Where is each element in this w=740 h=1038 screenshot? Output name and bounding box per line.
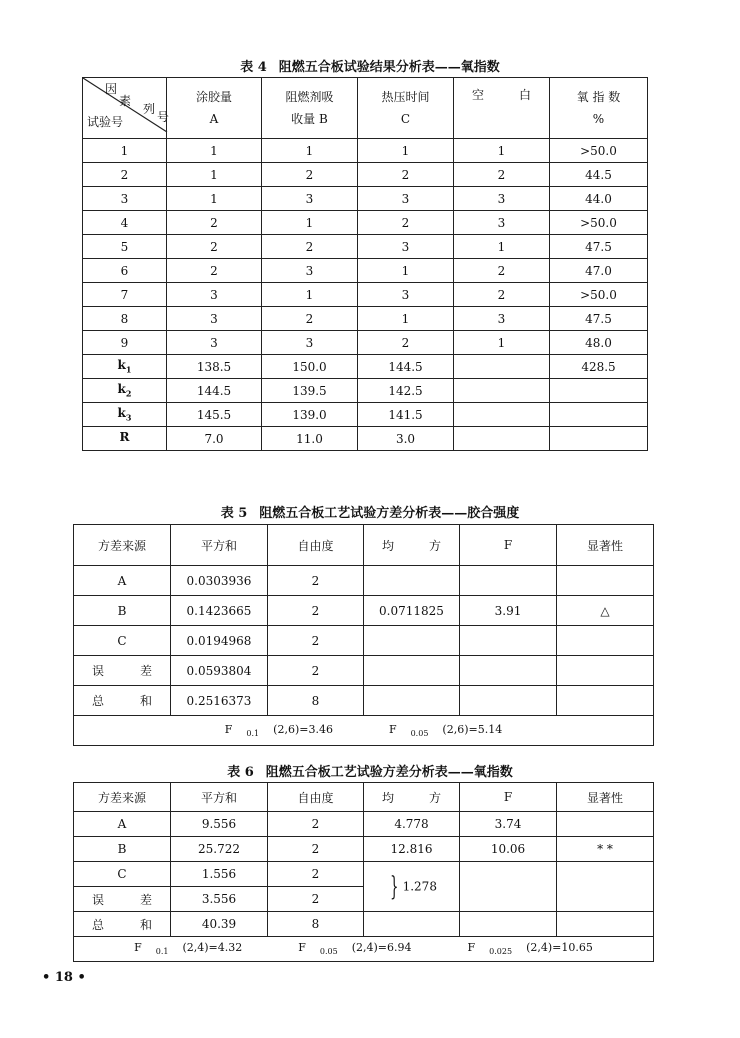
table-cell: 1 (454, 139, 550, 163)
table-row (74, 596, 654, 626)
table-row (74, 566, 654, 596)
table-cell: 138.5 (167, 355, 262, 379)
ss-cell: 40.39 (171, 912, 268, 937)
table-cell: 145.5 (167, 403, 262, 427)
table-row (74, 812, 654, 837)
ss-cell: 0.0303936 (171, 566, 268, 596)
sig-cell (557, 686, 654, 716)
summary-label (83, 403, 167, 427)
source-char: 误 (92, 892, 105, 907)
header-line: 收量 B (291, 112, 328, 126)
sig-cell (557, 656, 654, 686)
table-cell: 3 (167, 307, 262, 331)
df-cell: 2 (268, 656, 364, 686)
table-cell: 2 (454, 163, 550, 187)
header-f: F (460, 525, 557, 566)
table-cell (454, 379, 550, 403)
sig-cell: △ (557, 596, 654, 626)
table5-header-row (74, 525, 654, 566)
ms-cell (364, 626, 460, 656)
table-row (83, 187, 648, 211)
header-char: 方 (428, 790, 441, 805)
table-cell (454, 403, 550, 427)
table-cell: 44.0 (550, 187, 648, 211)
critical-value-level: 0.05 (410, 729, 429, 739)
table4-body (83, 139, 648, 451)
ss-cell: 0.0194968 (171, 626, 268, 656)
ss-cell: 9.556 (171, 812, 268, 837)
table-row (74, 686, 654, 716)
ss-cell: 1.556 (171, 862, 268, 887)
header-line: 涂胶量 (195, 90, 232, 104)
trial-number-cell: 1 (83, 139, 167, 163)
table6-header-row (74, 783, 654, 812)
ms-cell (364, 566, 460, 596)
critical-value-expression: (2,6)=5.14 (442, 722, 503, 736)
header-char: 白 (518, 88, 531, 102)
critical-value (284, 941, 425, 957)
table4-header-oxygen (550, 78, 648, 139)
header-df: 自由度 (268, 783, 364, 812)
table-cell: 141.5 (358, 403, 454, 427)
table-cell: 3 (358, 187, 454, 211)
df-cell: 8 (268, 686, 364, 716)
corner-label: 因 (105, 82, 118, 96)
summary-row (83, 427, 648, 451)
table-cell: 2 (358, 211, 454, 235)
table-row (83, 283, 648, 307)
critical-value-expression: (2,6)=3.46 (273, 722, 333, 736)
header-mean-square (364, 525, 460, 566)
page-number: • 18 • (42, 970, 86, 985)
header-char: 均 (382, 538, 395, 553)
critical-value-symbol: F (224, 722, 233, 736)
header-char: 均 (382, 790, 395, 805)
summary-label-base: R (119, 430, 130, 445)
table-row (83, 331, 648, 355)
df-cell: 2 (268, 837, 364, 862)
critical-value-expression: (2,4)=4.32 (182, 941, 243, 955)
table-cell: 1 (454, 331, 550, 355)
trial-number-cell: 7 (83, 283, 167, 307)
table6-body (74, 812, 654, 937)
table-row (74, 862, 654, 887)
table-cell (454, 355, 550, 379)
table-cell: 2 (262, 163, 358, 187)
header-char: 方 (428, 538, 441, 553)
source-char: 和 (139, 694, 152, 708)
trial-number-cell: 9 (83, 331, 167, 355)
ms-cell (364, 912, 460, 937)
f-cell: 10.06 (460, 837, 557, 862)
summary-label-base: k (117, 358, 126, 373)
trial-number-cell: 4 (83, 211, 167, 235)
source-char: 差 (139, 664, 152, 678)
critical-value (375, 722, 516, 739)
table-cell: 7.0 (167, 427, 262, 451)
f-cell (460, 656, 557, 686)
table-cell: 2 (454, 259, 550, 283)
trial-number-cell: 5 (83, 235, 167, 259)
table-cell: 3 (358, 283, 454, 307)
table-row (74, 912, 654, 937)
header-sum-squares: 平方和 (171, 525, 268, 566)
table-cell: 2 (262, 235, 358, 259)
table-cell: 44.5 (550, 163, 648, 187)
table-cell: 2 (167, 259, 262, 283)
table-cell: 144.5 (358, 355, 454, 379)
df-cell: 2 (268, 596, 364, 626)
table-row (83, 211, 648, 235)
table-cell: 2 (167, 235, 262, 259)
table-cell: 3 (262, 259, 358, 283)
f-cell (460, 862, 557, 912)
summary-label-base: k (117, 406, 126, 421)
source-char: 误 (92, 664, 105, 678)
header-sum-squares: 平方和 (171, 783, 268, 812)
table5-body (74, 566, 654, 716)
table4-header-blank (454, 78, 550, 139)
table-cell: 1 (262, 139, 358, 163)
table6-caption (0, 761, 740, 780)
ms-cell (364, 686, 460, 716)
table-cell: 11.0 (262, 427, 358, 451)
table-cell (550, 403, 648, 427)
ms-cell: 12.816 (364, 837, 460, 862)
table-row (83, 307, 648, 331)
table-cell: 47.0 (550, 259, 648, 283)
source-cell (74, 686, 171, 716)
critical-value-symbol: F (388, 722, 397, 736)
source-cell: B (74, 837, 171, 862)
table5-caption-number: 表 5 (220, 506, 248, 521)
sig-cell (557, 812, 654, 837)
source-char: 和 (139, 917, 152, 932)
table-cell: 144.5 (167, 379, 262, 403)
table-cell: 47.5 (550, 307, 648, 331)
header-source: 方差来源 (74, 525, 171, 566)
critical-value-level: 0.1 (246, 729, 260, 739)
summary-label-sub: 1 (125, 364, 132, 375)
header-line: 热压时间 (381, 90, 430, 104)
table-cell: 2 (358, 163, 454, 187)
table4-header-b (262, 78, 358, 139)
table-cell: 2 (454, 283, 550, 307)
summary-label (83, 427, 167, 451)
table-cell: 3 (454, 307, 550, 331)
table-cell: 3 (454, 211, 550, 235)
source-char: 差 (139, 892, 152, 907)
f-cell (460, 912, 557, 937)
table-cell: 1 (262, 211, 358, 235)
table-cell: 1 (167, 187, 262, 211)
df-cell: 2 (268, 887, 364, 912)
table-cell: 150.0 (262, 355, 358, 379)
header-significance: 显著性 (557, 783, 654, 812)
table-cell (550, 379, 648, 403)
table-row (74, 837, 654, 862)
table-row (74, 656, 654, 686)
header-char: 空 (472, 88, 485, 102)
table-cell: 3 (358, 235, 454, 259)
table-row (83, 235, 648, 259)
table-cell: 142.5 (358, 379, 454, 403)
table-cell: 428.5 (550, 355, 648, 379)
table-cell: 1 (454, 235, 550, 259)
table-row (83, 139, 648, 163)
corner-label: 列 (143, 102, 156, 116)
table-cell: 3 (167, 283, 262, 307)
table-cell: 3 (262, 331, 358, 355)
header-source: 方差来源 (74, 783, 171, 812)
table6-footnote (74, 937, 654, 962)
table-row (83, 259, 648, 283)
f-cell (460, 566, 557, 596)
critical-value (211, 722, 347, 739)
table4-caption (0, 56, 740, 75)
trial-number-cell: 2 (83, 163, 167, 187)
source-cell: C (74, 862, 171, 887)
table5 (73, 524, 654, 746)
summary-row (83, 355, 648, 379)
header-line: 阻燃剂吸 (285, 90, 334, 104)
merged-ms-cell (364, 862, 460, 912)
df-cell: 2 (268, 812, 364, 837)
sig-cell (557, 912, 654, 937)
table6-footnote-row (74, 937, 654, 962)
sig-cell (557, 862, 654, 912)
f-cell (460, 626, 557, 656)
table-cell: 3.0 (358, 427, 454, 451)
table-cell: 1 (358, 307, 454, 331)
header-df: 自由度 (268, 525, 364, 566)
source-cell: B (74, 596, 171, 626)
table-cell: 48.0 (550, 331, 648, 355)
table-cell: 2 (358, 331, 454, 355)
header-line: C (400, 112, 411, 126)
df-cell: 2 (268, 566, 364, 596)
table5-footnote (74, 716, 654, 746)
summary-label-base: k (117, 382, 126, 397)
df-cell: 2 (268, 626, 364, 656)
table5-caption-title: 阻燃五合板工艺试验方差分析表——胶合强度 (259, 506, 520, 521)
table5-footnote-row (74, 716, 654, 746)
header-f: F (460, 783, 557, 812)
table-cell: 139.5 (262, 379, 358, 403)
ss-cell: 0.2516373 (171, 686, 268, 716)
corner-label: 试验号 (87, 115, 124, 129)
critical-value-symbol: F (134, 941, 142, 955)
summary-label-sub: 2 (125, 388, 132, 399)
ms-cell (364, 656, 460, 686)
critical-value-symbol: F (298, 941, 306, 955)
table4-header-c (358, 78, 454, 139)
table6-caption-title: 阻燃五合板工艺试验方差分析表——氧指数 (265, 765, 513, 780)
sig-cell (557, 626, 654, 656)
table-cell: 2 (262, 307, 358, 331)
table5-caption (0, 502, 740, 521)
table-cell: 1 (262, 283, 358, 307)
ms-cell: 0.0711825 (364, 596, 460, 626)
table-cell: >50.0 (550, 211, 648, 235)
header-line: 氧 指 数 (576, 90, 621, 104)
corner-label: 素 (119, 94, 132, 108)
brace-icon: } (390, 871, 399, 902)
source-char: 总 (92, 917, 105, 932)
merged-ms-value: 1.278 (402, 879, 437, 893)
header-significance: 显著性 (557, 525, 654, 566)
ss-cell: 0.0593804 (171, 656, 268, 686)
summary-row (83, 403, 648, 427)
summary-label (83, 355, 167, 379)
table6-caption-number: 表 6 (227, 765, 254, 780)
summary-row (83, 379, 648, 403)
table-cell (454, 427, 550, 451)
df-cell: 2 (268, 862, 364, 887)
table4-header-row (83, 78, 648, 139)
table-cell: >50.0 (550, 283, 648, 307)
source-char: 总 (92, 694, 105, 708)
table6 (73, 782, 654, 962)
table-cell: 139.0 (262, 403, 358, 427)
critical-value (120, 941, 256, 957)
ss-cell: 3.556 (171, 887, 268, 912)
table-row (83, 163, 648, 187)
critical-value (454, 941, 607, 957)
source-cell (74, 887, 171, 912)
summary-label (83, 379, 167, 403)
table-cell: 3 (167, 331, 262, 355)
table-cell: 1 (358, 259, 454, 283)
critical-value-symbol: F (467, 941, 476, 955)
table4-header-a (167, 78, 262, 139)
table-cell: 1 (358, 139, 454, 163)
corner-label: 号 (157, 110, 170, 124)
ss-cell: 25.722 (171, 837, 268, 862)
header-line: A (209, 112, 219, 126)
source-cell (74, 656, 171, 686)
critical-value-expression: (2,4)=10.65 (526, 941, 593, 955)
ss-cell: 0.1423665 (171, 596, 268, 626)
sig-cell (557, 566, 654, 596)
table-cell: 1 (167, 163, 262, 187)
source-cell (74, 912, 171, 937)
df-cell: 8 (268, 912, 364, 937)
critical-value-level: 0.1 (155, 947, 169, 957)
source-cell: A (74, 566, 171, 596)
source-cell: C (74, 626, 171, 656)
sig-cell: * * (557, 837, 654, 862)
critical-value-expression: (2,4)=6.94 (351, 941, 412, 955)
table-cell: 1 (167, 139, 262, 163)
table-cell: >50.0 (550, 139, 648, 163)
source-cell: A (74, 812, 171, 837)
table4 (82, 77, 648, 451)
table-cell (550, 427, 648, 451)
trial-number-cell: 8 (83, 307, 167, 331)
table4-corner-cell (83, 78, 170, 139)
table-cell: 3 (262, 187, 358, 211)
f-cell (460, 686, 557, 716)
trial-number-cell: 3 (83, 187, 167, 211)
critical-value-level: 0.025 (489, 947, 513, 957)
header-mean-square (364, 783, 460, 812)
f-cell: 3.74 (460, 812, 557, 837)
summary-label-sub: 3 (125, 412, 132, 423)
f-cell: 3.91 (460, 596, 557, 626)
header-line: % (592, 112, 605, 126)
table4-caption-number: 表 4 (240, 60, 267, 75)
trial-number-cell: 6 (83, 259, 167, 283)
table-row (74, 626, 654, 656)
table-cell: 47.5 (550, 235, 648, 259)
ms-cell: 4.778 (364, 812, 460, 837)
table-cell: 3 (454, 187, 550, 211)
table-cell: 2 (167, 211, 262, 235)
critical-value-level: 0.05 (319, 947, 338, 957)
table4-caption-title: 阻燃五合板试验结果分析表——氧指数 (278, 60, 500, 75)
